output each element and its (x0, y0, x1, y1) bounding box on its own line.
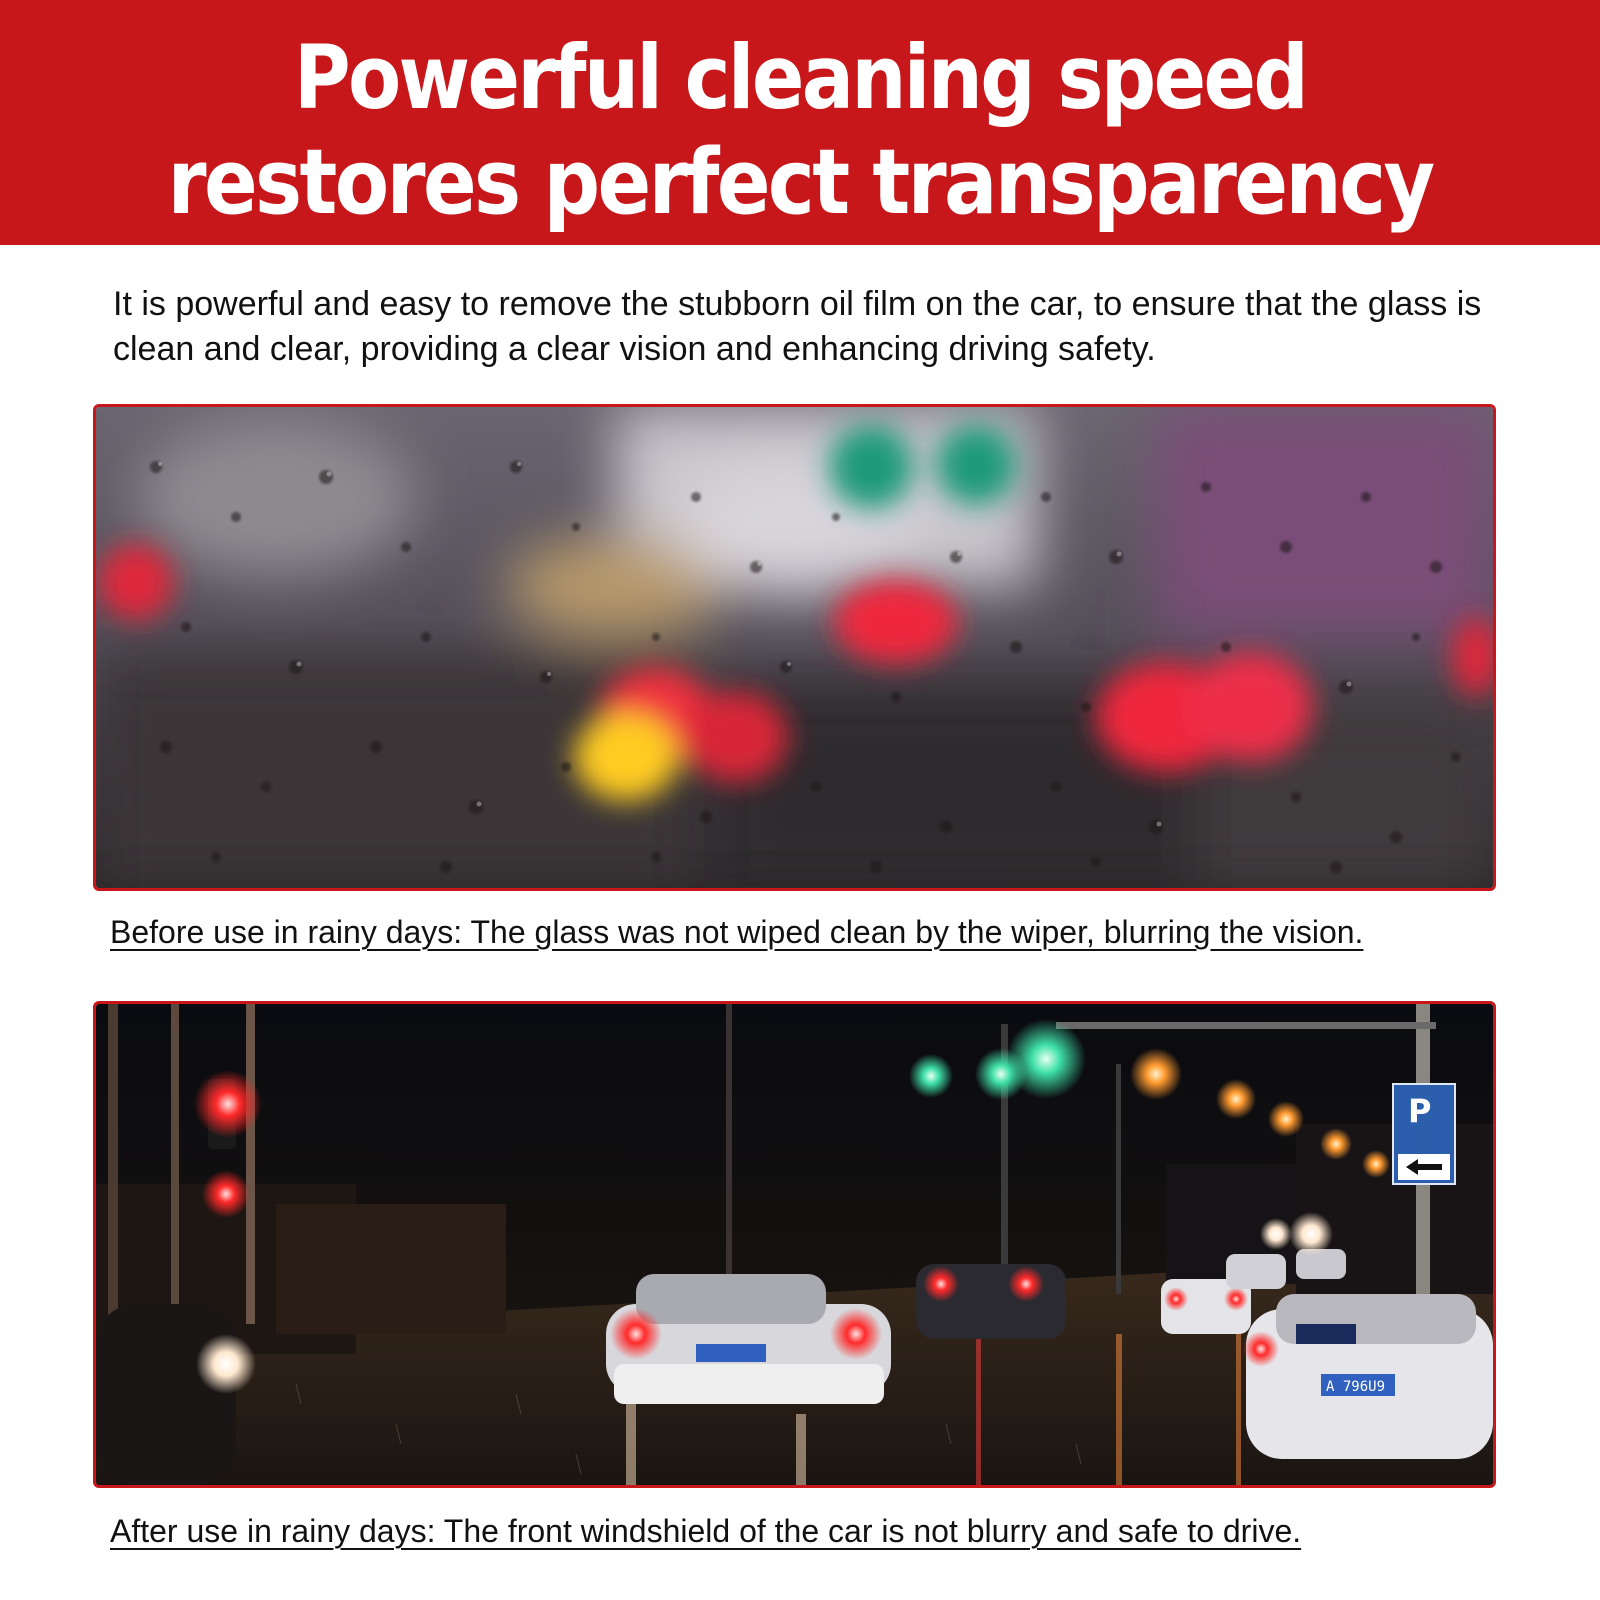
clear-night-street-image (96, 1004, 1493, 1485)
after-caption: After use in rainy days: The front windshield of the car is not blurry and safe to drive. (110, 1513, 1302, 1549)
svg-text:P: P (1408, 1092, 1432, 1130)
headline-line-2: restores perfect transparency (167, 130, 1433, 235)
after-photo (93, 1001, 1496, 1488)
before-caption: Before use in rainy days: The glass was not wiped clean by the wiper, blurring the vision. (110, 914, 1364, 950)
headline-line-1: Powerful cleaning speed (293, 26, 1307, 129)
license-plate-text: A 796U9 (1326, 1379, 1386, 1395)
before-photo (93, 404, 1496, 891)
rainy-blurred-windshield-image (96, 407, 1493, 888)
intro-text: It is powerful and easy to remove the stubborn oil film on the car, to ensure that the glass is clean and clear, providing a clear vision and enhancing driving safety. (113, 285, 1482, 368)
headline-banner (0, 0, 1600, 245)
